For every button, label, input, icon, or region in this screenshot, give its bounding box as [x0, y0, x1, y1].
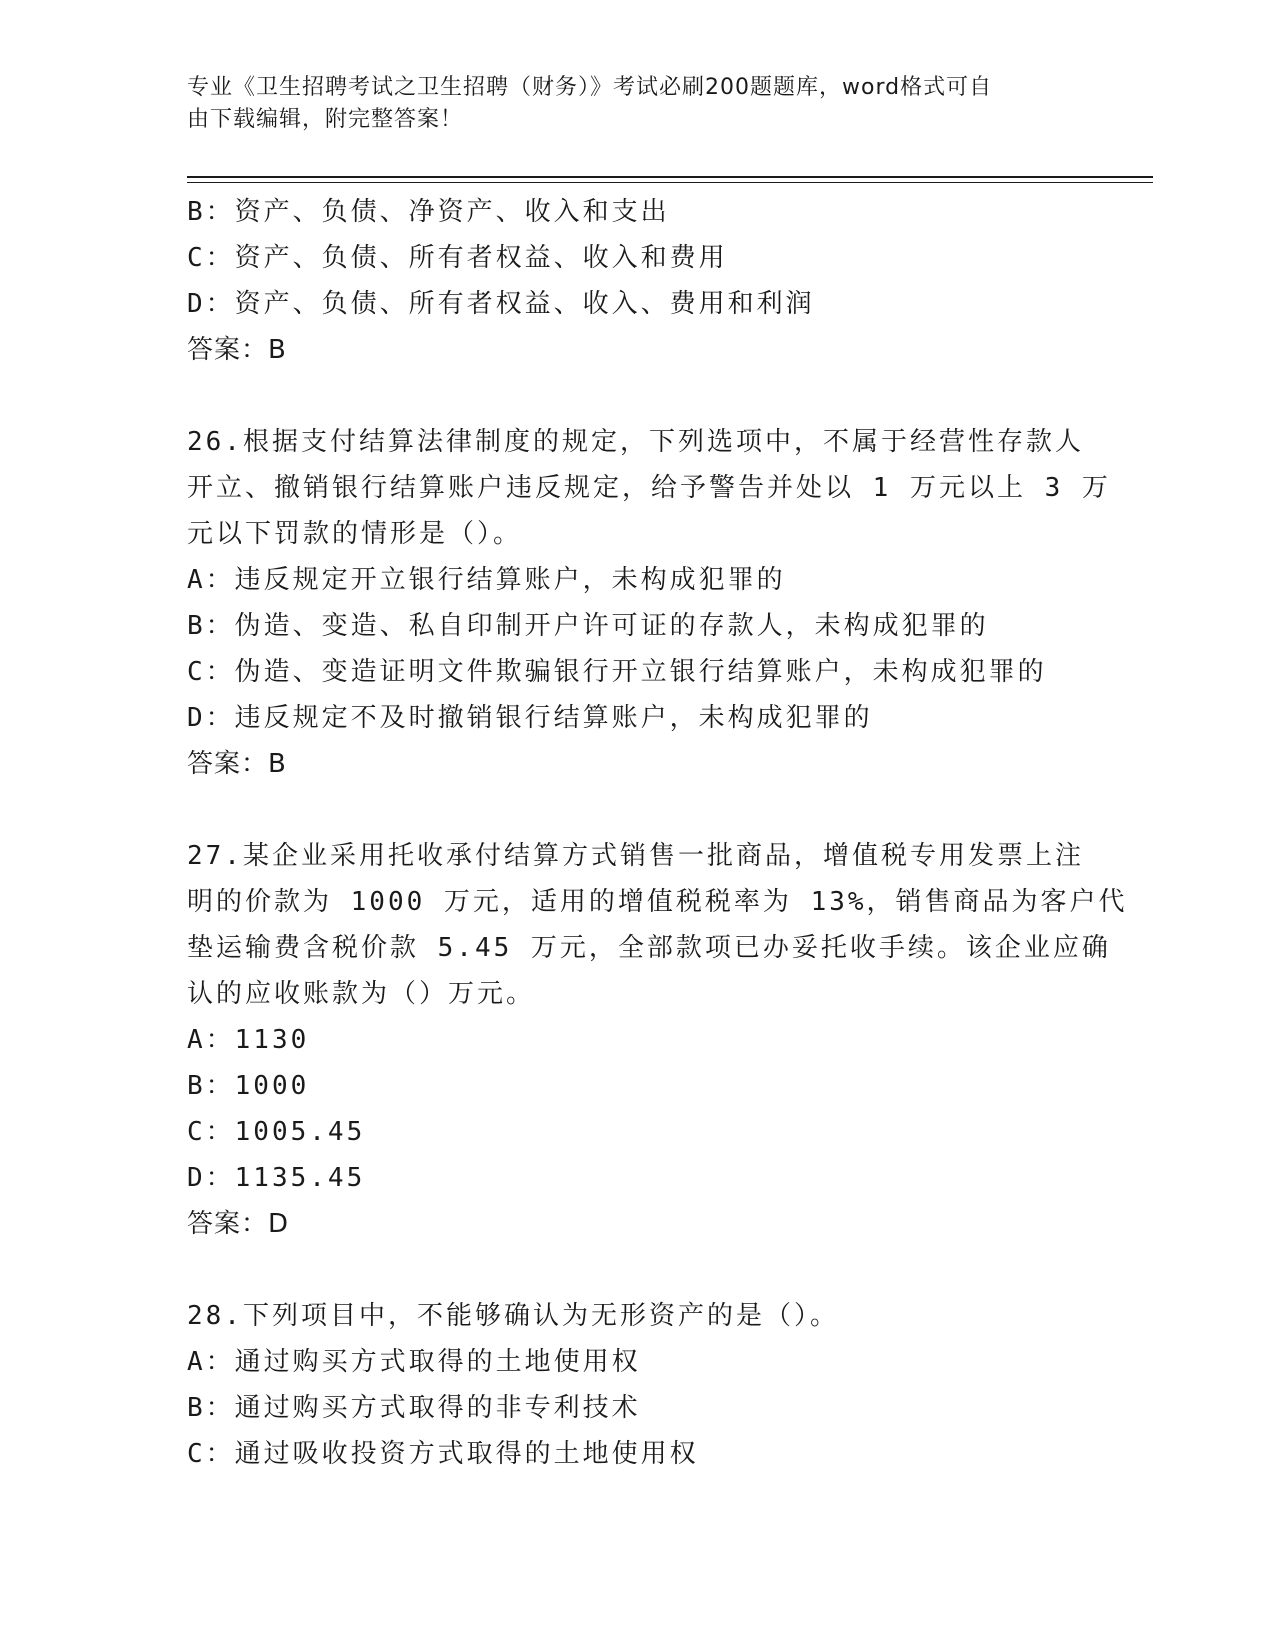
option-b: B：1000: [187, 1071, 310, 1101]
option-b: B：资产、负债、净资产、收入和支出: [187, 197, 670, 227]
question-stem-line: 认的应收账款为（）万元。: [187, 979, 536, 1009]
question-27: [187, 833, 1128, 1247]
option-a: A：通过购买方式取得的土地使用权: [187, 1347, 641, 1377]
question-stem-line: 开立、撤销银行结算账户违反规定，给予警告并处以 1 万元以上 3 万: [187, 473, 1111, 503]
option-c: C：伪造、变造证明文件欺骗银行开立银行结算账户，未构成犯罪的: [187, 657, 1047, 687]
option-c: C：通过吸收投资方式取得的土地使用权: [187, 1439, 699, 1469]
option-a: A：违反规定开立银行结算账户，未构成犯罪的: [187, 565, 786, 595]
spacer: [187, 787, 1087, 833]
header-line-2: 由下载编辑，附完整答案！: [187, 107, 464, 132]
header-rule-thick: [187, 176, 1153, 178]
option-b: B：通过购买方式取得的非专利技术: [187, 1393, 641, 1423]
question-stem-line: 28.下列项目中，不能够确认为无形资产的是（）。: [187, 1301, 839, 1331]
question-stem-line: 27.某企业采用托收承付结算方式销售一批商品，增值税专用发票上注: [187, 841, 1084, 871]
answer: 答案：B: [187, 335, 287, 365]
question-stem-line: 元以下罚款的情形是（）。: [187, 519, 523, 549]
option-d: D：1135.45: [187, 1163, 366, 1193]
spacer: [187, 1247, 1087, 1293]
option-d: D：违反规定不及时撤销银行结算账户，未构成犯罪的: [187, 703, 873, 733]
option-c: C：资产、负债、所有者权益、收入和费用: [187, 243, 728, 273]
option-b: B：伪造、变造、私自印制开户许可证的存款人，未构成犯罪的: [187, 611, 989, 641]
option-d: D：资产、负债、所有者权益、收入、费用和利润: [187, 289, 815, 319]
question-28: [187, 1293, 1087, 1477]
answer: 答案：D: [187, 1209, 290, 1239]
question-list: [187, 189, 1128, 1477]
header-line-1: 专业《卫生招聘考试之卫生招聘（财务）》考试必刷200题题库，word格式可自: [187, 75, 993, 100]
document-header: [187, 72, 1067, 136]
question-stem-line: 26.根据支付结算法律制度的规定，下列选项中，不属于经营性存款人: [187, 427, 1084, 457]
question-26: [187, 419, 1111, 787]
header-rule-thin: [187, 182, 1153, 183]
question-25-continued: [187, 189, 1087, 373]
answer: 答案：B: [187, 749, 287, 779]
option-a: A：1130: [187, 1025, 310, 1055]
question-stem-line: 垫运输费含税价款 5.45 万元，全部款项已办妥托收手续。该企业应确: [187, 933, 1111, 963]
option-c: C：1005.45: [187, 1117, 366, 1147]
spacer: [187, 373, 1087, 419]
question-stem-line: 明的价款为 1000 万元，适用的增值税税率为 13%，销售商品为客户代: [187, 887, 1128, 917]
